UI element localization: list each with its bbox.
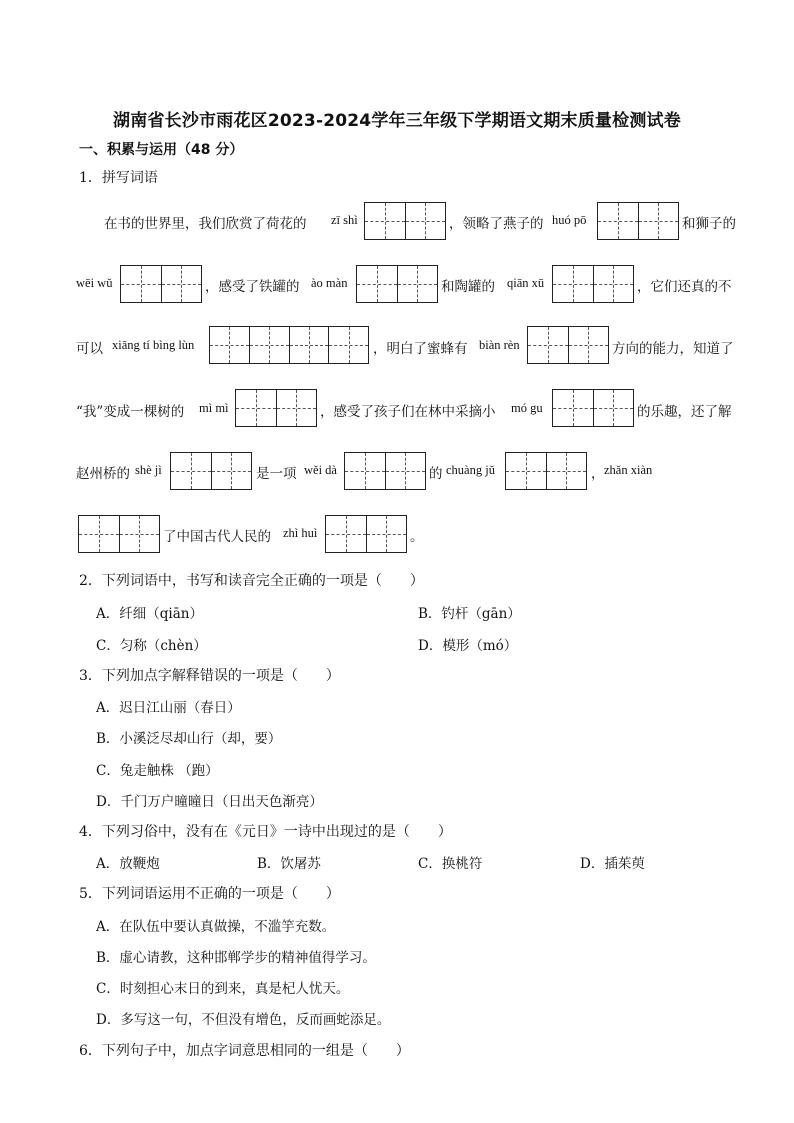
q1-text: 方向的能力，知道了 — [612, 341, 734, 357]
q2-option-a[interactable]: A．纤细（qiān） — [96, 606, 203, 622]
question-5-label: 5．下列词语运用不正确的一项是（ ） — [79, 886, 340, 902]
answer-grid-chuangju[interactable] — [505, 452, 587, 490]
question-3-label: 3．下列加点字解释错误的一项是（ ） — [79, 668, 340, 684]
q1-text: 的 — [429, 466, 443, 482]
q4-option-b[interactable]: B．饮屠苏 — [257, 856, 321, 872]
q3-option-b[interactable]: B．小溪泛尽却山行（却，要） — [96, 731, 282, 747]
q2-option-d[interactable]: D．模形（mó） — [418, 638, 518, 654]
q1-pinyin: biàn rèn — [479, 338, 520, 352]
q1-pinyin: wēi wǔ — [76, 276, 113, 290]
q1-text: ，它们还真的不 — [637, 279, 732, 295]
section-heading: 一、积累与运用（48 分） — [79, 142, 244, 158]
answer-grid-mimi[interactable] — [235, 389, 317, 427]
question-1-label: 1．拼写词语 — [79, 170, 158, 186]
answer-grid-bianren[interactable] — [527, 326, 609, 364]
q1-pinyin: wěi dà — [304, 463, 337, 477]
q1-pinyin: zhì huì — [283, 526, 318, 540]
q3-option-c[interactable]: C．兔走触株 （跑） — [96, 763, 219, 779]
q1-text: ，感受了铁罐的 — [205, 279, 300, 295]
q3-option-a[interactable]: A．迟日江山丽（春日） — [96, 700, 241, 716]
q1-text: 赵州桥的 — [76, 466, 130, 482]
q1-pinyin: shè jì — [135, 463, 162, 477]
q1-text: 可以 — [76, 341, 103, 357]
q4-option-d[interactable]: D．插茱萸 — [580, 856, 645, 872]
q2-option-b[interactable]: B．钓杆（gān） — [418, 606, 521, 622]
q1-text: 。 — [410, 529, 424, 545]
q1-text: ， — [591, 466, 605, 482]
answer-grid-aoman[interactable] — [356, 265, 438, 303]
answer-grid-zhihui[interactable] — [325, 515, 407, 553]
q1-pinyin: zī shì — [331, 213, 358, 227]
q1-pinyin: mì mì — [199, 401, 229, 415]
answer-grid-qianxu[interactable] — [552, 265, 634, 303]
q1-text: 了中国古代人民的 — [163, 529, 271, 545]
answer-grid-weida[interactable] — [344, 452, 426, 490]
q1-pinyin: xiāng tí bìng lùn — [112, 338, 195, 352]
q1-text: ，领略了燕子的 — [449, 216, 544, 232]
answer-grid-zishi[interactable] — [364, 202, 446, 240]
q1-text: “我”变成一棵树的 — [76, 404, 185, 420]
q1-pinyin: huó pō — [552, 213, 587, 227]
q5-option-a[interactable]: A．在队伍中要认真做操，不滥竽充数。 — [96, 919, 336, 935]
q5-option-d[interactable]: D．多写这一句，不但没有增色，反而画蛇添足。 — [96, 1012, 391, 1028]
answer-grid-xiangtibinglun[interactable] — [209, 326, 369, 364]
question-2-label: 2．下列词语中，书写和读音完全正确的一项是（ ） — [79, 573, 424, 589]
q5-option-c[interactable]: C．时刻担心末日的到来，真是杞人忧天。 — [96, 981, 350, 997]
q1-pinyin: mó gu — [511, 401, 543, 415]
q1-pinyin: chuàng jǔ — [446, 463, 495, 477]
answer-grid-weiwu[interactable] — [120, 265, 202, 303]
q4-option-c[interactable]: C．换桃符 — [418, 856, 483, 872]
question-6-label: 6．下列句子中，加点字词意思相同的一组是（ ） — [79, 1043, 410, 1059]
q5-option-b[interactable]: B．虚心请教，这种邯郸学步的精神值得学习。 — [96, 950, 376, 966]
q1-pinyin: ào màn — [311, 276, 348, 290]
answer-grid-huopo[interactable] — [597, 202, 679, 240]
answer-grid-sheji[interactable] — [170, 452, 252, 490]
q1-text: 和陶罐的 — [441, 279, 495, 295]
q4-option-a[interactable]: A．放鞭炮 — [96, 856, 160, 872]
q1-pinyin: zhǎn xiàn — [604, 463, 653, 477]
answer-grid-zhanxian[interactable] — [78, 515, 160, 553]
answer-grid-mogu[interactable] — [552, 389, 634, 427]
exam-title: 湖南省长沙市雨花区2023-2024学年三年级下学期语文期末质量检测试卷 — [113, 111, 681, 131]
q1-text: ，明白了蜜蜂有 — [373, 341, 468, 357]
q2-option-c[interactable]: C．匀称（chèn） — [96, 638, 207, 654]
q3-option-d[interactable]: D．千门万户曈曈日（日出天色渐亮） — [96, 794, 323, 810]
q1-text: 和狮子的 — [682, 216, 736, 232]
q1-text: 是一项 — [256, 466, 297, 482]
q1-text: 的乐趣，还了解 — [637, 404, 732, 420]
q1-text: 在书的世界里，我们欣赏了荷花的 — [104, 216, 307, 232]
question-4-label: 4．下列习俗中，没有在《元日》一诗中出现过的是（ ） — [79, 824, 452, 840]
q1-pinyin: qiān xū — [507, 276, 545, 290]
q1-text: ，感受了孩子们在林中采摘小 — [320, 404, 496, 420]
